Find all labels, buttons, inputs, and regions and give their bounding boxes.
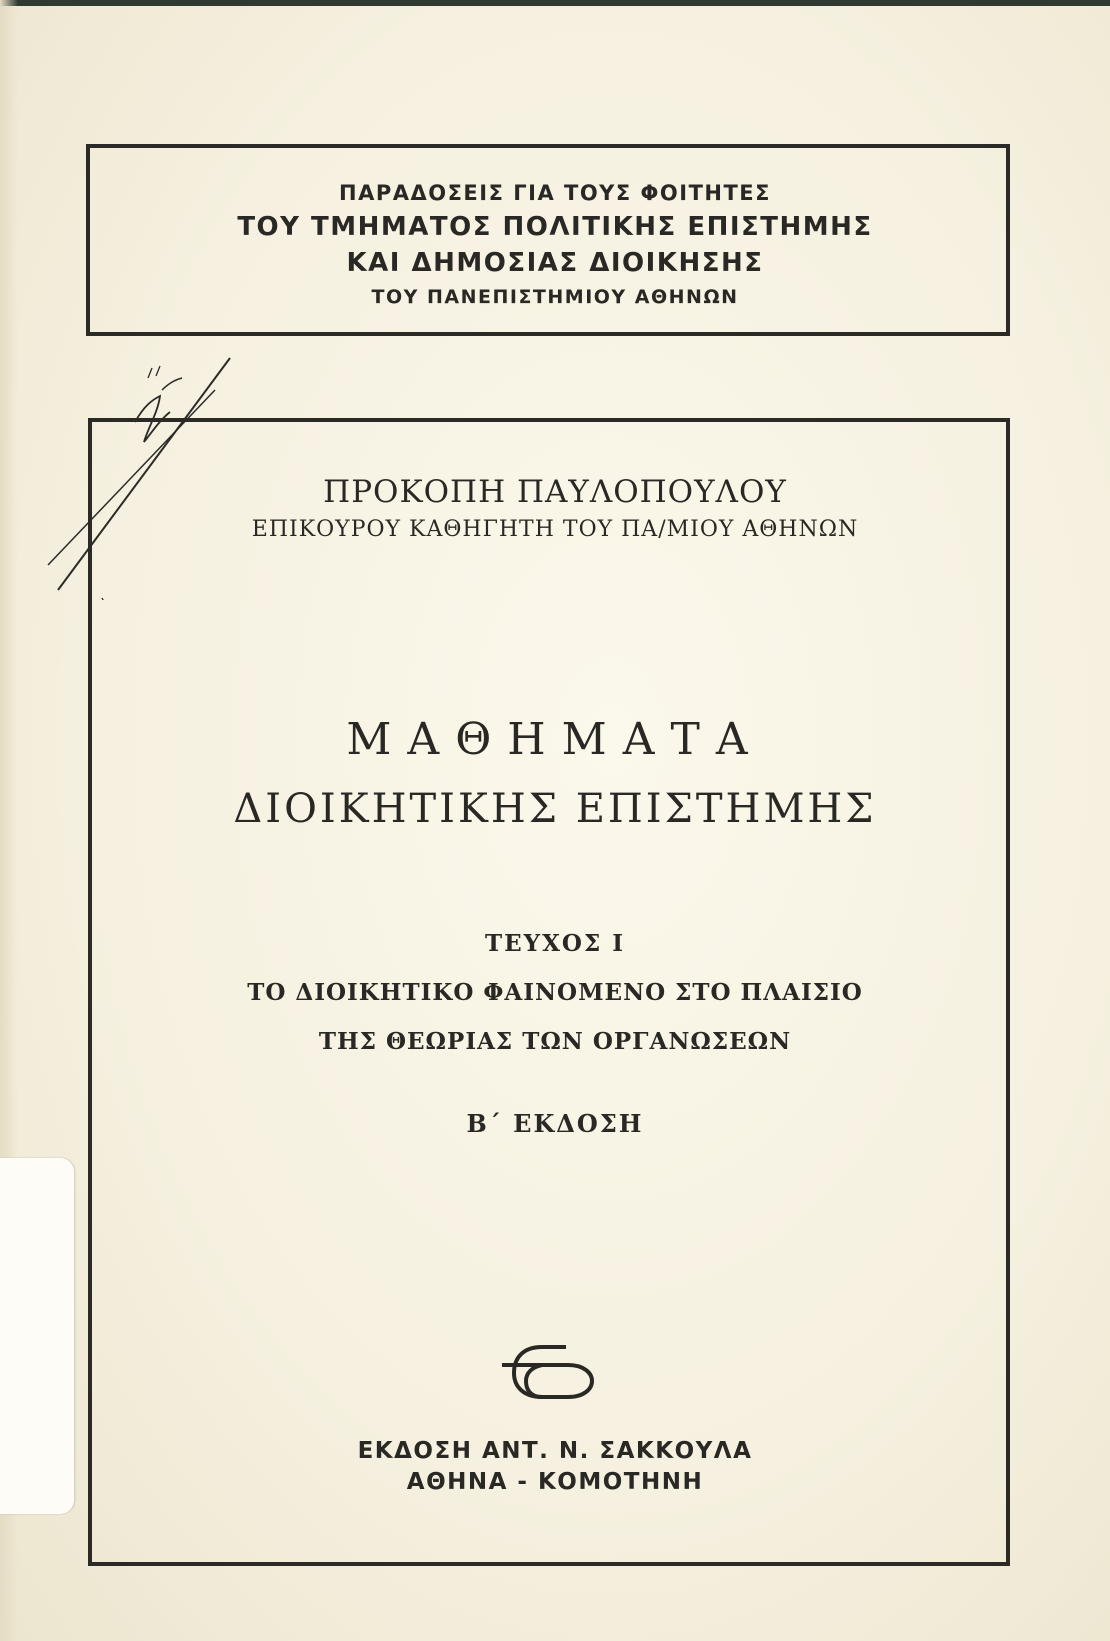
subtitle-line-1: ΤΟ ΔΙΟΙΚΗΤΙΚΟ ΦΑΙΝΟΜΕΝΟ ΣΤΟ ΠΛΑΙΣΙΟ (247, 979, 863, 1006)
edition-label: Β΄ ΕΚΔΟΣΗ (466, 1109, 644, 1138)
sakkoulas-logo-icon (502, 1343, 604, 1401)
header-line-2: ΤΟΥ ΤΜΗΜΑΤΟΣ ΠΟΛΙΤΙΚΗΣ ΕΠΙΣΤΗΜΗΣ (237, 212, 873, 242)
header-line-4: ΤΟΥ ΠΑΝΕΠΙΣΤΗΜΙΟΥ ΑΘΗΝΩΝ (371, 286, 739, 308)
library-label-sticker (0, 1158, 74, 1514)
issue-number: ΤΕΥΧΟΣ Ι (485, 930, 625, 957)
author-title: ΕΠΙΚΟΥΡΟΥ ΚΑΘΗΓΗΤΗ ΤΟΥ ΠΑ/ΜΙΟΥ ΑΘΗΝΩΝ (251, 517, 859, 542)
handwritten-signature (40, 350, 250, 600)
publisher-line-2: ΑΘΗΝΑ - ΚΟΜΟΤΗΝΗ (406, 1469, 704, 1495)
header-line-1: ΠΑΡΑΔΟΣΕΙΣ ΓΙΑ ΤΟΥΣ ΦΟΙΤΗΤΕΣ (339, 181, 771, 205)
subtitle-line-2: ΤΗΣ ΘΕΩΡΙΑΣ ΤΩΝ ΟΡΓΑΝΩΣΕΩΝ (318, 1028, 792, 1055)
book-title-line-1: ΜΑΘΗΜΑΤΑ (346, 714, 764, 765)
publisher-line-1: ΕΚΔΟΣΗ ΑΝΤ. Ν. ΣΑΚΚΟΥΛΑ (357, 1438, 753, 1464)
book-title-line-2: ΔΙΟΙΚΗΤΙΚΗΣ ΕΠΙΣΤΗΜΗΣ (233, 786, 877, 832)
top-edge (0, 0, 1110, 6)
author-name: ΠΡΟΚΟΠΗ ΠΑΥΛΟΠΟΥΛΟΥ (323, 474, 787, 510)
header-line-3: ΚΑΙ ΔΗΜΟΣΙΑΣ ΔΙΟΙΚΗΣΗΣ (346, 248, 764, 278)
